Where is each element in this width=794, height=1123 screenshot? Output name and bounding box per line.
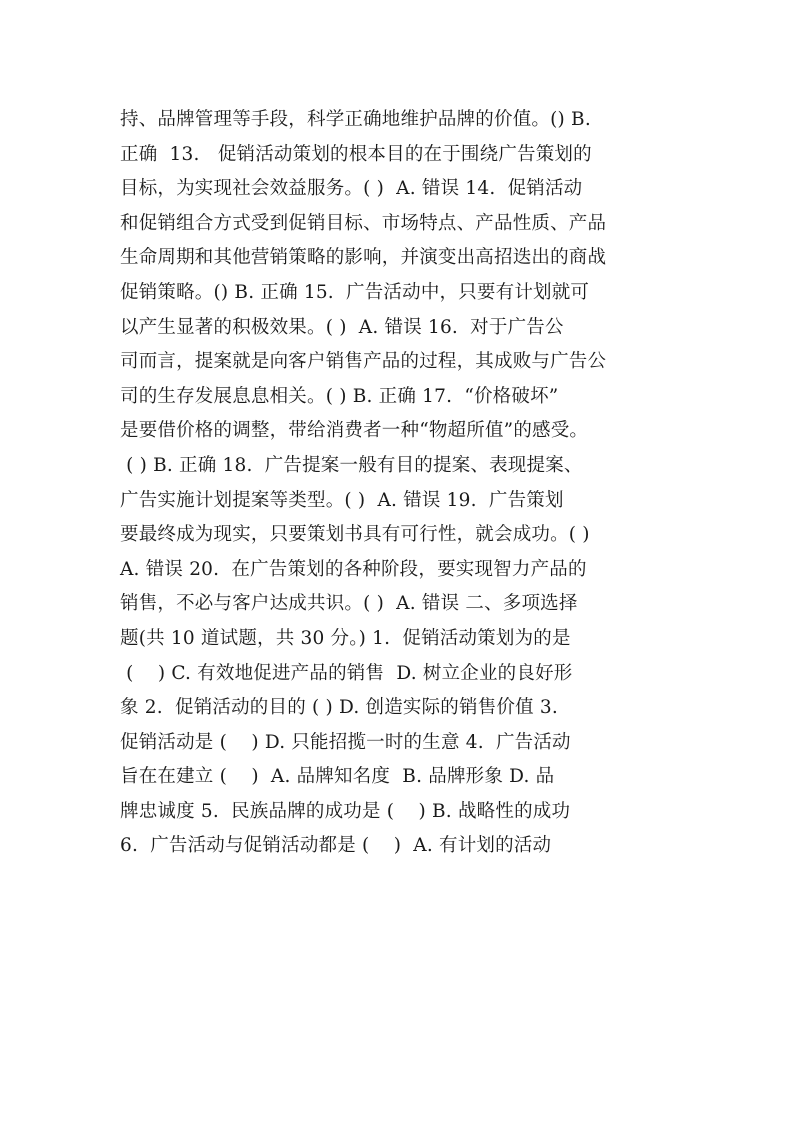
text-line: 持、品牌管理等手段，科学正确地维护品牌的价值。() B. (120, 109, 591, 130)
text-line: 题(共 10 道试题，共 30 分。) 1. 促销活动策划为的是 (120, 627, 571, 649)
text-line: 6. 广告活动与促销活动都是 ( ) A. 有计划的活动 (120, 835, 552, 857)
text-line: ( ) B. 正确 18. 广告提案一般有目的提案、表现提案、 (120, 454, 583, 476)
text-line: 生命周期和其他营销策略的影响，并演变出高招迭出的商战 (120, 247, 607, 269)
text-line: 和促销组合方式受到促销目标、市场特点、产品性质、产品 (120, 212, 607, 234)
text-line: 促销策略。() B. 正确 15. 广告活动中，只要有计划就可 (120, 281, 590, 303)
text-line: 促销活动是 ( ) D. 只能招揽一时的生意 4. 广告活动 (120, 731, 571, 753)
text-line: 司而言，提案就是向客户销售产品的过程，其成败与广告公 (120, 351, 607, 373)
text-line: A. 错误 20. 在广告策划的各种阶段，要实现智力产品的 (120, 558, 587, 580)
text-line: 销售，不必与客户达成共识。( ) A. 错误 二、多项选择 (120, 593, 578, 615)
body-text (120, 103, 680, 864)
text-line: 广告实施计划提案等类型。( ) A. 错误 19. 广告策划 (120, 489, 564, 511)
text-line: 正确 13. 促销活动策划的根本目的在于围绕广告策划的 (120, 143, 592, 165)
text-line: ( ) C. 有效地促进产品的销售 D. 树立企业的良好形 (120, 662, 573, 684)
text-line: 象 2. 促销活动的目的 ( ) D. 创造实际的销售价值 3. (120, 697, 558, 719)
text-line: 牌忠诚度 5. 民族品牌的成功是 ( ) B. 战略性的成功 (120, 800, 571, 822)
text-line: 目标，为实现社会效益服务。( ) A. 错误 14. 促销活动 (120, 178, 583, 200)
text-line: 是要借价格的调整，带给消费者一种“物超所值”的感受。 (120, 420, 589, 442)
text-line: 以产生显著的积极效果。( ) A. 错误 16. 对于广告公 (120, 316, 564, 338)
text-line: 旨在在建立 ( ) A. 品牌知名度 B. 品牌形象 D. 品 (120, 766, 555, 788)
text-line: 司的生存发展息息相关。( ) B. 正确 17. “价格破坏” (120, 385, 559, 407)
text-line: 要最终成为现实，只要策划书具有可行性，就会成功。( ) (120, 524, 590, 546)
